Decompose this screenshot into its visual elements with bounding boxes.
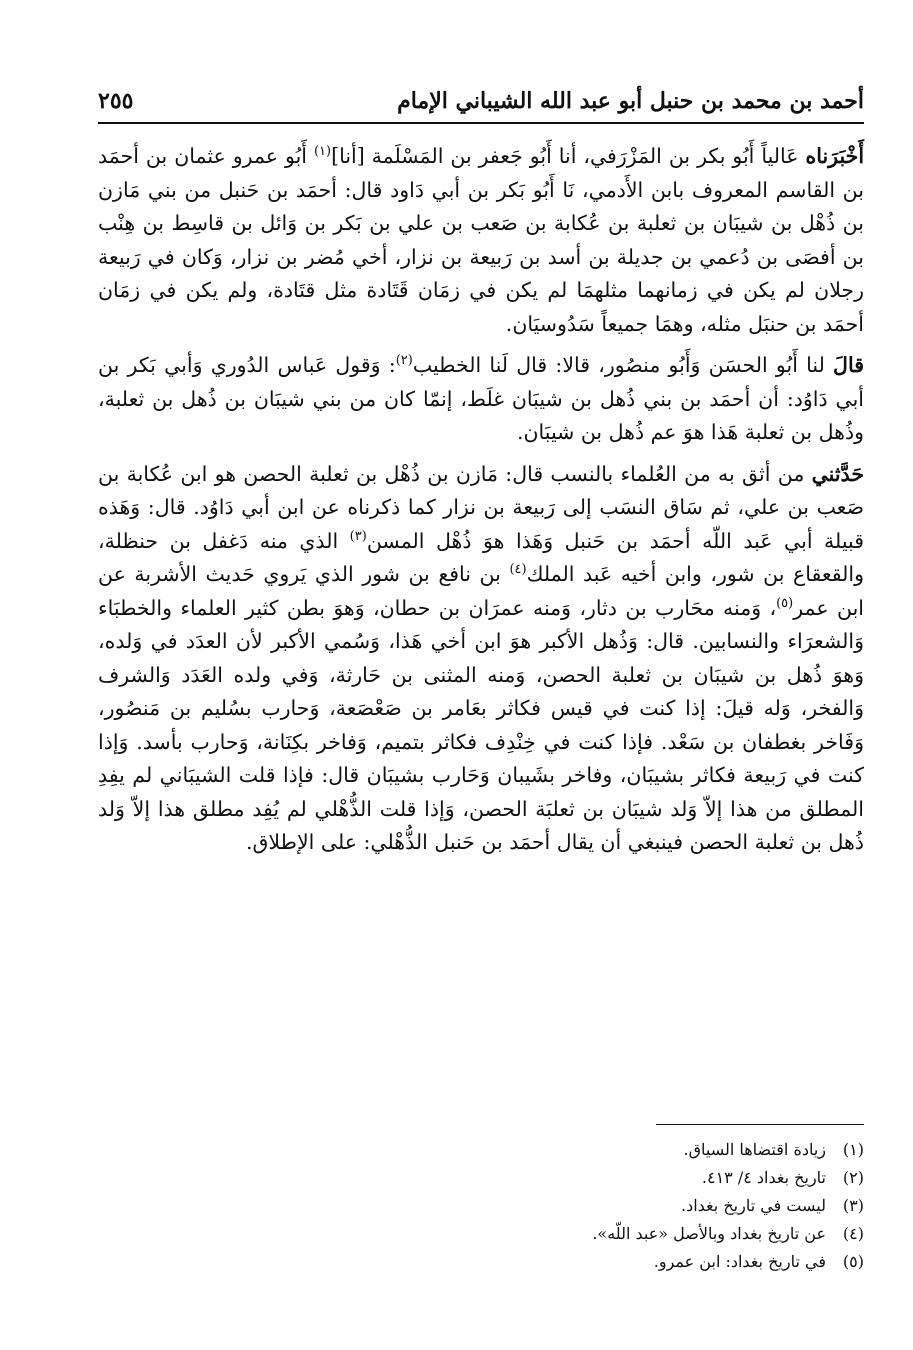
footnote-item [98,1220,864,1248]
footnote-number: (١) [842,1140,864,1159]
paragraph-text: أَبُو عمرو عثمان بن أحمَد بن القاسم المعروف بابن الأَدمي، نَا أَبُو بَكر بن أبي دَاود قال: أحمَد بن حَنبل من بني مَازن بن ذُهْل بن شيبَان بن ثعلبة بن عُكابة بن صَعب بن علي بن بَكر بن وَائل بن قاسِط بن هِنْب بن أفصَى بن دُعمي بن جديلة بن أسد بن رَبيعة بن نزار، أخي مُضر بن نزار، وَكان في رَبيعة رجلان لم يكن في زمانهما مثلهمَا لم يكن في زمَان قَتَادة مثل قتَادة، ولم يكن في زمَان أحمَد بن حنبَل مثله، وهمَا جميعاً سَدُوسيَان. [98,144,864,336]
paragraph-lead-word: حَدَّثني [811,461,864,486]
footnote-item [98,1248,864,1276]
footnotes [98,1136,864,1276]
footnote-ref: (٢) [395,353,413,369]
footnote-text: تاريخ بغداد ٤/ ٤١٣. [701,1168,826,1187]
footnote-number: (٤) [842,1224,864,1243]
running-title: أحمد بن محمد بن حنبل أبو عبد الله الشيباني الإمام [397,88,864,114]
page-header [98,84,864,124]
footnote-ref: (١) [313,144,332,160]
footnote-text: في تاريخ بغداد: ابن عمرو. [653,1252,826,1271]
footnote-ref: (٣) [349,528,367,544]
paragraph-1 [98,140,864,341]
body-text [98,140,864,868]
footnote-number: (٣) [842,1196,864,1215]
footnote-item [98,1164,864,1192]
footnote-item [98,1136,864,1164]
footnote-number: (٥) [842,1252,864,1271]
footnote-number: (٢) [842,1168,864,1187]
paragraph-lead-word: أَخْبَرَناه [805,144,865,168]
footnote-item [98,1192,864,1220]
paragraph-text: : وَقول عَباس الدُوري وَأبي بَكر بن أبي دَاوُد: أن أحمَد بن بني ذُهل بن شيبَان غلَط، إنمّا كان من بني شيبَان بن ذُهل بن ثعلبة، وذُهل بن ثعلبة هَذا هوَ عم ذُهل بن شيبَان. [98,353,864,444]
footnote-text: ليست في تاريخ بغداد. [681,1196,826,1215]
paragraph-text: من أثق به من العُلماء بالنسب قال: مَازن بن ذُهْل بن ثعلبة الحصن هو ابن عُكابة بن صَعب بن علي، ثم سَاق النسَب إلى رَبيعة بن نزار كما ذكرناه عن ابن أبي دَاوُد. قال: وَهَذه قبيلة أبي عَبد اللّه أحمَد بن حَنبل وَهَذا هوَ ذُهْل المسن [98,461,864,553]
paragraph-text: ، وَمنه محَارب بن دثار، وَمنه عمرَان بن حطان، وَهوَ بطن كثير العلماء والخطبَاء وَالشعرَاء والنسابين. قال: وَذُهل الأكبر هوَ ابن أخي هَذا، وَسُمي الأكبر لأن العدَد في وَلده، وَهوَ ذُهل بن شيبَان بن ثعلبة الحصن، وَمنه المثنى بن حَارثة، وَفي ولده العَدَد وَالشرف وَالفخر، وَله قيلَ: إذا كنت في قيس فكاثر بعَامر بن صَعْصَعة، وَحارب بسُليم بن مَنصُور، وَفَاخر بغطفان بن سَعْد. فإذا كنت في خِنْدِف فكاثر بتميم، وَفاخر بكِنَانة، وَحارب بأسد. وَإذا كنت في رَبيعة فكاثر بشيبَان، وفاخر بشَيبان وَحَارب بشيبَان قال: فإذا قلت الشيبَاني لم يفِدِ المطلق من هذا إلاّ وَلد شيبَان بن ثعلبَة الحصن، وَإذا قلت الذُّهْلي لم يُفِد مطلق هذا إلاّ وَلد ذُهل بن ثعلبة الحصن فينبغي أن يقال أحمَد بن حَنبل الذُّهْلي: على الإطلاق. [98,595,864,854]
document-page [98,0,864,1350]
paragraph-2 [98,349,864,450]
footnote-text: عن تاريخ بغداد وبالأصل «عبد اللّه». [592,1224,826,1243]
paragraph-text: بن نافع بن شور الذي يَروي حَديث الأشربة عن ابن عمر [98,562,864,620]
paragraph-lead-word: قالَ [833,353,864,377]
footnote-text: زيادة اقتضاها السياق. [683,1140,826,1159]
footnote-divider [656,1124,864,1125]
page-number: ٢٥٥ [98,88,134,114]
paragraph-text: عَالياً أَبُو بكر بن المَزْرَفي، أنا أَبُو جَعفر بن المَسْلَمة [أنا] [331,144,806,168]
paragraph-text: الذي منه دَغفل بن حنظلة، والقعقاع بن شور، وابن أخيه عَبد الملك [98,528,864,586]
paragraph-text: لنا أَبُو الحسَن وَأَبُو منصُور، قالا: قال لَنا الخطيب [412,353,834,377]
footnote-ref: (٥) [776,595,794,611]
footnote-ref: (٤) [509,562,527,578]
paragraph-3 [98,458,864,860]
